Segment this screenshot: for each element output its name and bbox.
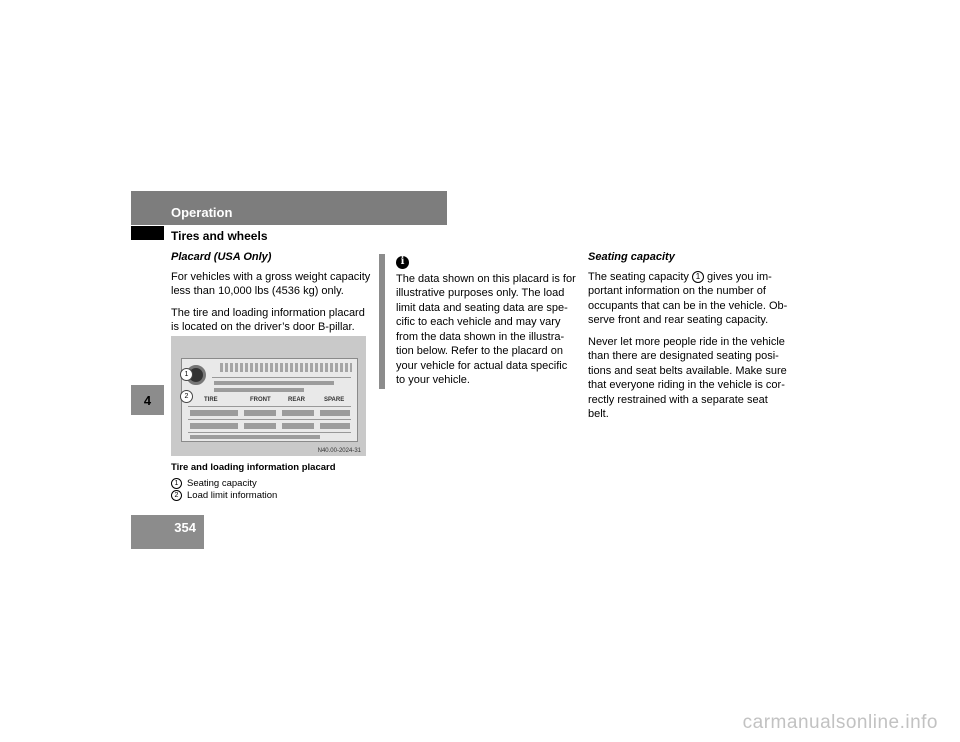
info-icon: i: [396, 256, 409, 269]
note-side-bar: [379, 254, 385, 389]
placard-rule: [188, 432, 351, 433]
placard-paragraph-2: The tire and loading information placard is located on the driver’s door B-pillar.: [171, 306, 365, 333]
seating-paragraph-1: [588, 270, 788, 328]
caption-item-text: Seating capacity: [187, 478, 257, 489]
figure-caption: Tire and loading information placard: [171, 462, 336, 473]
placard-rule: [188, 419, 351, 420]
seating-text-before: The seating capacity: [588, 270, 689, 283]
placard-heading: Placard (USA Only): [171, 251, 272, 263]
placard-cell: [282, 423, 314, 429]
column-placard: [171, 250, 371, 342]
placard-col-tire: TIRE: [204, 397, 218, 403]
callout-number: 2: [171, 490, 182, 501]
callout-1: 1: [180, 368, 193, 381]
placard-col-rear: REAR: [288, 397, 306, 403]
callout-number: 1: [692, 271, 704, 283]
watermark: carmanualsonline.info: [742, 712, 938, 733]
subsection-title: Tires and wheels: [171, 229, 268, 243]
caption-list: [171, 478, 277, 502]
figure-ref-code: N40.00-2024-31: [317, 448, 361, 454]
placard-rule: [188, 406, 351, 407]
placard-text-line: [214, 388, 304, 392]
placard-cell: [320, 423, 350, 429]
page-number: 354: [131, 515, 204, 549]
placard-text-line: [214, 381, 334, 385]
callout-number: 1: [171, 478, 182, 489]
placard-cell: [190, 423, 238, 429]
placard-cell: [282, 410, 314, 416]
callout-2: 2: [180, 390, 193, 403]
column-seating-capacity: [588, 250, 788, 429]
seating-heading: Seating capacity: [588, 251, 675, 263]
caption-item-text: Load limit information: [187, 490, 278, 501]
placard-title-strip: [220, 363, 352, 372]
placard-cell: [320, 410, 350, 416]
section-title: Operation: [171, 205, 233, 220]
subsection-marker: [131, 226, 164, 240]
placard-cell: [244, 410, 276, 416]
placard-cell: [244, 423, 276, 429]
placard-col-spare: SPARE: [324, 397, 345, 403]
seating-paragraph-2: Never let more people ride in the vehicle than there are designated seating posi-tions and seat belts available. Make sure that everyone riding in the vehicle is cor-rectly restrained with a separate seat belt.: [588, 335, 787, 420]
seating-text-after: gives you im-portant information on the number of occupants that can be in the vehicle. Ob-serve front and rear seating capacity.: [588, 270, 788, 326]
chapter-tab: 4: [131, 385, 164, 415]
placard-cell: [190, 410, 238, 416]
placard-image: [171, 336, 366, 456]
placard-card: [181, 358, 358, 442]
placard-col-front: FRONT: [250, 397, 271, 403]
placard-rule: [212, 377, 351, 378]
info-note-text: The data shown on this placard is for illustrative purposes only. The load limit data and seating data are spe-cific to each vehicle and may vary from the data shown in the illustra-tion below. Refer to the placard on your vehicle for actual data specific to your vehicle.: [396, 272, 576, 387]
placard-text-line: [190, 435, 320, 439]
caption-item: [171, 490, 277, 502]
placard-paragraph-1: For vehicles with a gross weight capacity less than 10,000 lbs (4536 kg) only.: [171, 270, 371, 297]
caption-item: [171, 478, 277, 490]
info-note: [396, 254, 576, 395]
